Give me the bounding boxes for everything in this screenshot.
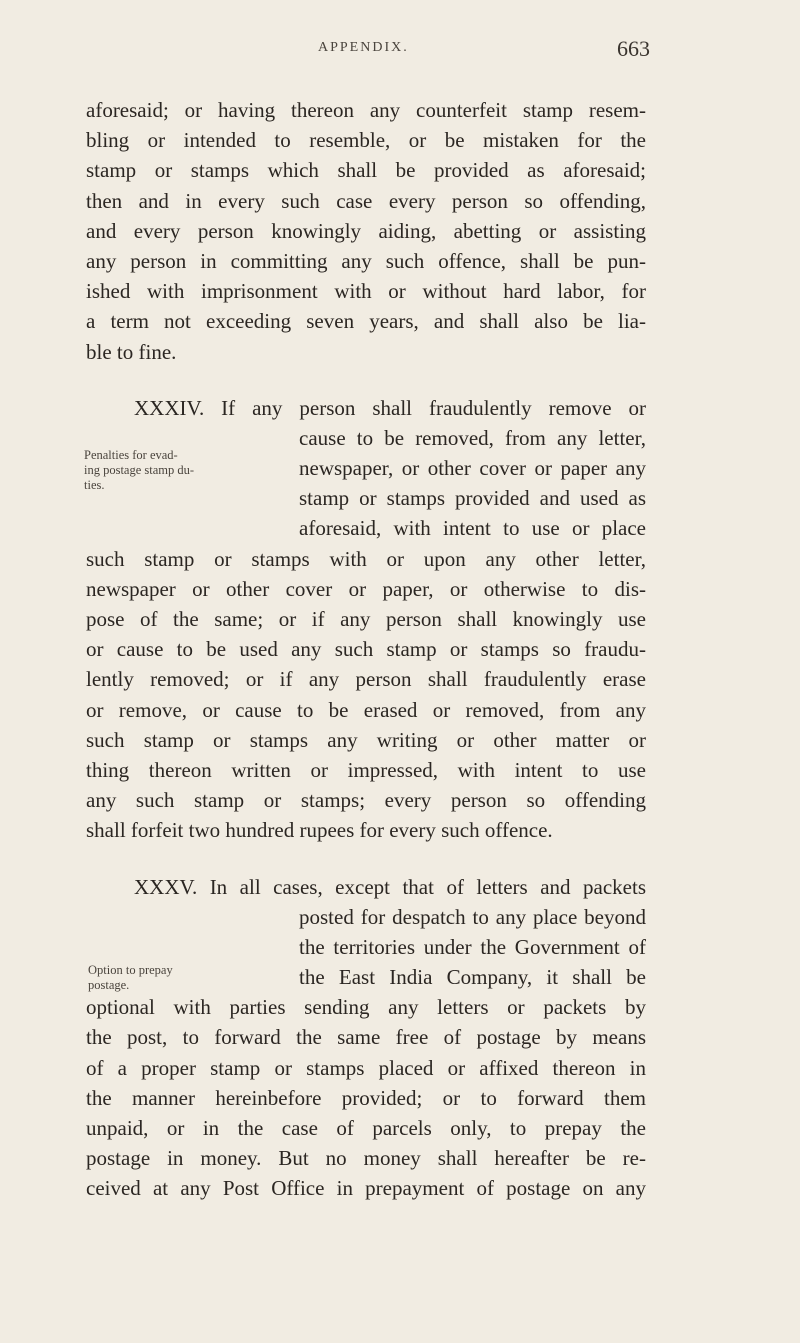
text-line: any person in committing any such offence, shall be pun- [86,248,646,273]
text-line: or remove, or cause to be erased or removed, from any [86,697,646,722]
page-header [0,36,800,70]
body-text [86,95,646,1204]
text-line: and every person knowingly aiding, abetting or assisting [86,218,646,243]
text-line: any such stamp or stamps; every person so offending [86,788,646,813]
text-line: the territories under the Government of [299,934,646,959]
text-line: thing thereon written or impressed, with intent to use [86,757,646,782]
margin-note-line: Option to prepay [88,963,173,977]
text-line: stamp or stamps provided and used as [299,486,646,511]
text-line: cause to be removed, from any letter, [299,425,646,450]
text-line: stamp or stamps which shall be provided as aforesaid; [86,158,646,183]
text-line: the manner hereinbefore provided; or to forward them [86,1085,646,1110]
text-line: shall forfeit two hundred rupees for every such offence. [86,818,553,843]
text-line: newspaper, or other cover or paper any [299,456,646,481]
running-head: APPENDIX. [318,40,409,55]
text-line: ble to fine. [86,339,177,364]
text-line: optional with parties sending any letters or packets by [86,995,646,1020]
text-line: aforesaid; or having thereon any counterfeit stamp resem- [86,98,646,122]
text-line: bling or intended to resemble, or be mistaken for the [86,128,646,153]
text-line: then and in every such case every person so offending, [86,188,646,213]
margin-note-line: ing postage stamp du- [84,463,195,477]
margin-note-line: postage. [88,978,130,992]
margin-note-penalties [84,448,254,493]
paragraph [86,95,646,367]
paragraph-gap [86,367,646,393]
section-xxxv [86,872,646,1204]
text-line: the East India Company, it shall be [299,965,646,990]
text-line: the post, to forward the same free of postage by means [86,1025,646,1050]
margin-note-line: Penalties for evad- [84,448,178,462]
text-line: aforesaid, with intent to use or place [299,516,646,541]
text-line: newspaper or other cover or paper, or otherwise to dis- [86,576,646,601]
page-number: 663 [617,36,650,61]
text-line: unpaid, or in the case of parcels only, to prepay the [86,1116,646,1140]
text-line: postage in money. But no money shall hereafter be re- [86,1146,646,1171]
text-line: or cause to be used any such stamp or stamps so fraudu- [86,637,646,662]
text-line: such stamp or stamps with or upon any other letter, [86,546,646,571]
text-line: ceived at any Post Office in prepayment of postage on any [86,1176,646,1201]
text-line: ished with imprisonment with or without hard labor, for [86,279,646,304]
section-heading-line: XXXV. In all cases, except that of letters and packets [134,874,646,899]
text-line: of a proper stamp or stamps placed or affixed thereon in [86,1055,646,1080]
paragraph-gap [86,846,646,872]
text-line: such stamp or stamps any writing or other matter or [86,727,646,752]
text-line: pose of the same; or if any person shall knowingly use [86,607,646,631]
margin-note-line: ties. [84,478,105,492]
text-line: posted for despatch to any place beyond [299,904,646,929]
section-heading-line: XXXIV. If any person shall fraudulently remove or [134,395,646,420]
text-line: a term not exceeding seven years, and shall also be lia- [86,309,646,334]
margin-note-option-prepay [88,963,253,993]
text-line: lently removed; or if any person shall fraudulently erase [86,667,646,692]
